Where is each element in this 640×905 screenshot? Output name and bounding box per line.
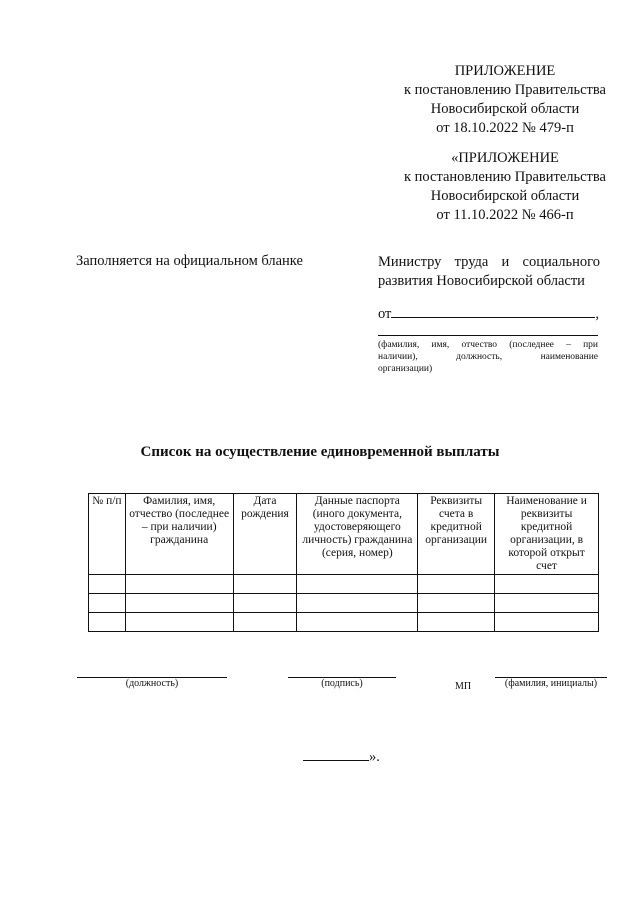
- table-cell[interactable]: [233, 575, 297, 594]
- table-row: [89, 594, 599, 613]
- hint-line: организации): [378, 364, 433, 374]
- table-cell[interactable]: [125, 575, 233, 594]
- appendix-date: от 11.10.2022 № 466-п: [436, 207, 574, 223]
- recipient-line: развития Новосибирской области: [378, 273, 585, 289]
- column-header-passport: Данные паспорта (иного документа, удостоверяющего личность) гражданина (серия, номер): [297, 494, 418, 575]
- recipient-line: Министру труда и социального: [378, 254, 600, 270]
- recipient-block: [378, 253, 600, 291]
- table-cell[interactable]: [297, 575, 418, 594]
- closing-line: [303, 746, 380, 766]
- stamp-place: [448, 681, 478, 692]
- column-header-number: № п/п: [89, 494, 126, 575]
- table-cell[interactable]: [89, 575, 126, 594]
- table-cell[interactable]: [233, 594, 297, 613]
- document-title: Список на осуществление единовременной выплаты: [140, 444, 500, 460]
- table-row: [89, 575, 599, 594]
- from-fill-line[interactable]: [391, 303, 595, 318]
- table-cell[interactable]: [125, 613, 233, 632]
- table-cell[interactable]: [89, 613, 126, 632]
- table-cell[interactable]: [418, 613, 495, 632]
- appendix-line: к постановлению Правительства: [404, 82, 606, 98]
- appendix-line: к постановлению Правительства: [404, 169, 606, 185]
- signature-caption: (подпись): [321, 678, 363, 689]
- hint-line: (фамилия, имя, отчество (последнее – при: [378, 340, 598, 350]
- column-header-full-name: Фамилия, имя, отчество (последнее – при наличии) гражданина: [125, 494, 233, 575]
- appendix-title: «ПРИЛОЖЕНИЕ: [451, 150, 559, 166]
- table-row: [89, 613, 599, 632]
- signature-sign[interactable]: [288, 677, 396, 689]
- table-cell[interactable]: [495, 575, 599, 594]
- table-cell[interactable]: [418, 575, 495, 594]
- table-cell[interactable]: [297, 613, 418, 632]
- from-suffix: ,: [595, 306, 600, 322]
- hint-line: наличии), должность, наименование: [378, 352, 598, 362]
- signature-name[interactable]: [495, 677, 607, 689]
- appendix-block-1: [360, 62, 640, 138]
- table-cell[interactable]: [125, 594, 233, 613]
- official-blank-note: Заполняется на официальном бланке: [76, 253, 303, 269]
- table-cell[interactable]: [495, 594, 599, 613]
- table-cell[interactable]: [495, 613, 599, 632]
- from-hint: [378, 335, 598, 375]
- from-prefix: от: [378, 306, 392, 322]
- table-header-row: [89, 494, 599, 575]
- closing-mark: ».: [369, 749, 380, 765]
- column-header-birth-date: Дата рождения: [233, 494, 297, 575]
- appendix-block-2: [360, 149, 640, 225]
- table-cell[interactable]: [233, 613, 297, 632]
- table-cell[interactable]: [418, 594, 495, 613]
- signature-position[interactable]: [77, 677, 227, 689]
- signature-caption: (фамилия, инициалы): [504, 678, 598, 689]
- appendix-date: от 18.10.2022 № 479-п: [436, 120, 574, 136]
- table-cell[interactable]: [297, 594, 418, 613]
- column-header-bank: Наименование и реквизиты кредитной организации, в которой открыт счет: [495, 494, 599, 575]
- closing-underline: [303, 746, 369, 761]
- payment-list-table: [88, 493, 599, 632]
- column-header-account: Реквизиты счета в кредитной организации: [418, 494, 495, 575]
- from-field[interactable]: [378, 303, 600, 323]
- signature-caption: (должность): [125, 678, 179, 689]
- appendix-line: Новосибирской области: [430, 101, 580, 117]
- appendix-line: Новосибирской области: [430, 188, 580, 204]
- appendix-title: ПРИЛОЖЕНИЕ: [454, 63, 556, 79]
- stamp-caption: МП: [454, 681, 472, 692]
- table-cell[interactable]: [89, 594, 126, 613]
